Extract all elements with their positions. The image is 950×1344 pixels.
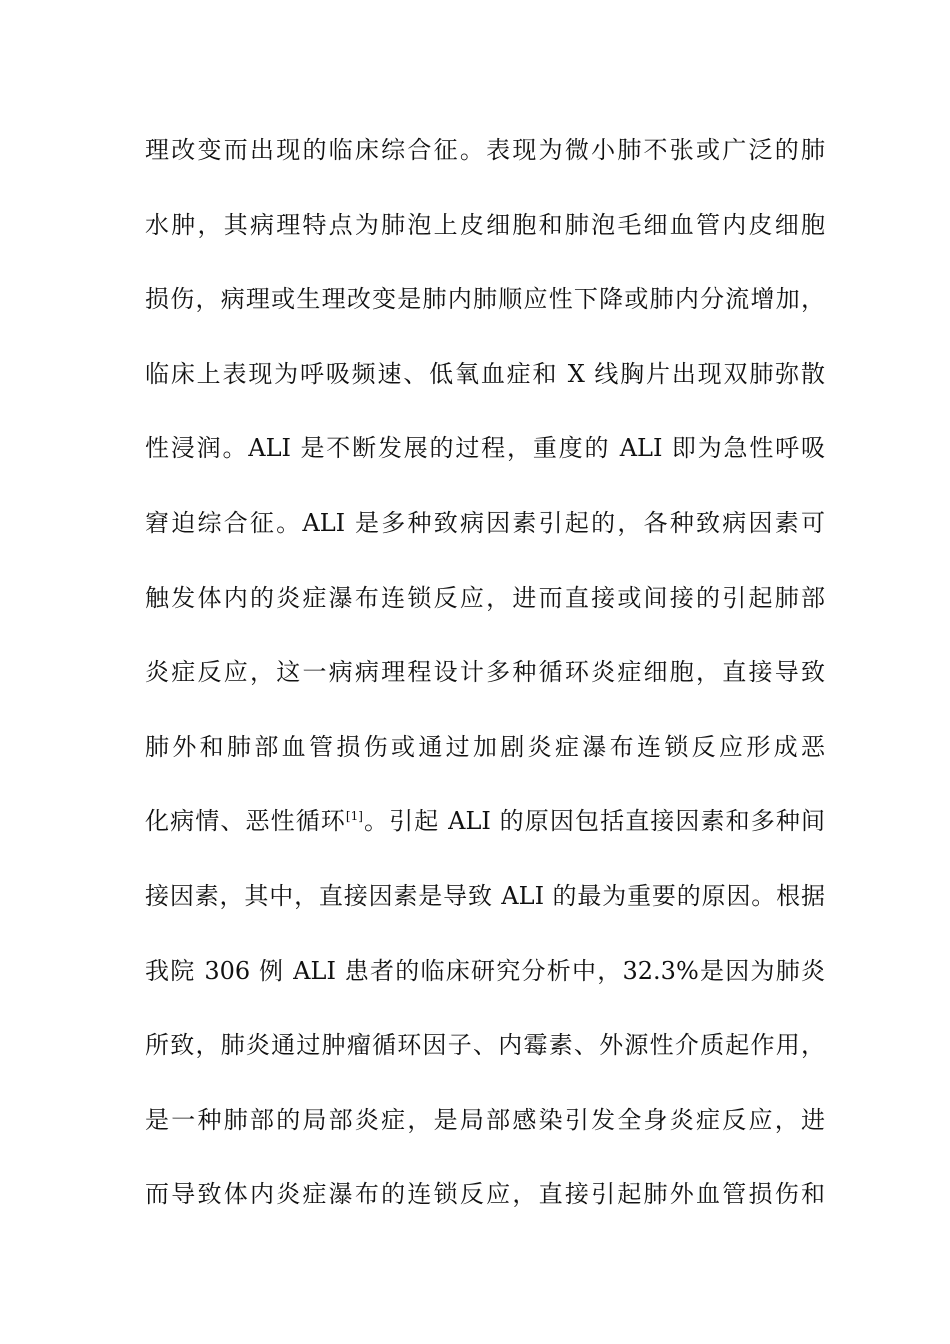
text-line: 所致，肺炎通过肿瘤循环因子、内霉素、外源性介质起作用， <box>145 1031 825 1060</box>
text-line: 我院 306 例 ALI 患者的临床研究分析中，32.3%是因为肺炎 <box>145 956 825 985</box>
text-line: 临床上表现为呼吸频速、低氧血症和 X 线胸片出现双肺弥散 <box>145 359 825 388</box>
text-line: 窘迫综合征。ALI 是多种致病因素引起的，各种致病因素可 <box>145 508 825 537</box>
text-line-with-citation <box>145 795 825 870</box>
text-line: 炎症反应，这一病病理程设计多种循环炎症细胞，直接导致 <box>145 658 825 687</box>
text-line: 肺外和肺部血管损伤或通过加剧炎症瀑布连锁反应形成恶 <box>145 732 825 761</box>
text-line: 是一种肺部的局部炎症，是局部感染引发全身炎症反应，进 <box>145 1105 825 1134</box>
text-line: 接因素，其中，直接因素是导致 ALI 的最为重要的原因。根据 <box>145 881 825 910</box>
text-line: 触发体内的炎症瀑布连锁反应，进而直接或间接的引起肺部 <box>145 583 825 612</box>
body-paragraph <box>145 124 825 1243</box>
text-line: 水肿，其病理特点为肺泡上皮细胞和肺泡毛细血管内皮细胞 <box>145 210 825 239</box>
text-line: 性浸润。ALI 是不断发展的过程，重度的 ALI 即为急性呼吸 <box>145 434 825 463</box>
text-line: 而导致体内炎症瀑布的连锁反应，直接引起肺外血管损伤和 <box>145 1180 825 1209</box>
text-line: 理改变而出现的临床综合征。表现为微小肺不张或广泛的肺 <box>145 136 825 164</box>
text-line: 损伤，病理或生理改变是肺内肺顺应性下降或肺内分流增加， <box>145 285 825 314</box>
citation-reference: [1] <box>345 809 363 824</box>
text-segment: 。引起 ALI 的原因包括直接因素和多种间 <box>362 807 825 836</box>
text-segment: 化病情、恶性循环 <box>145 807 346 836</box>
